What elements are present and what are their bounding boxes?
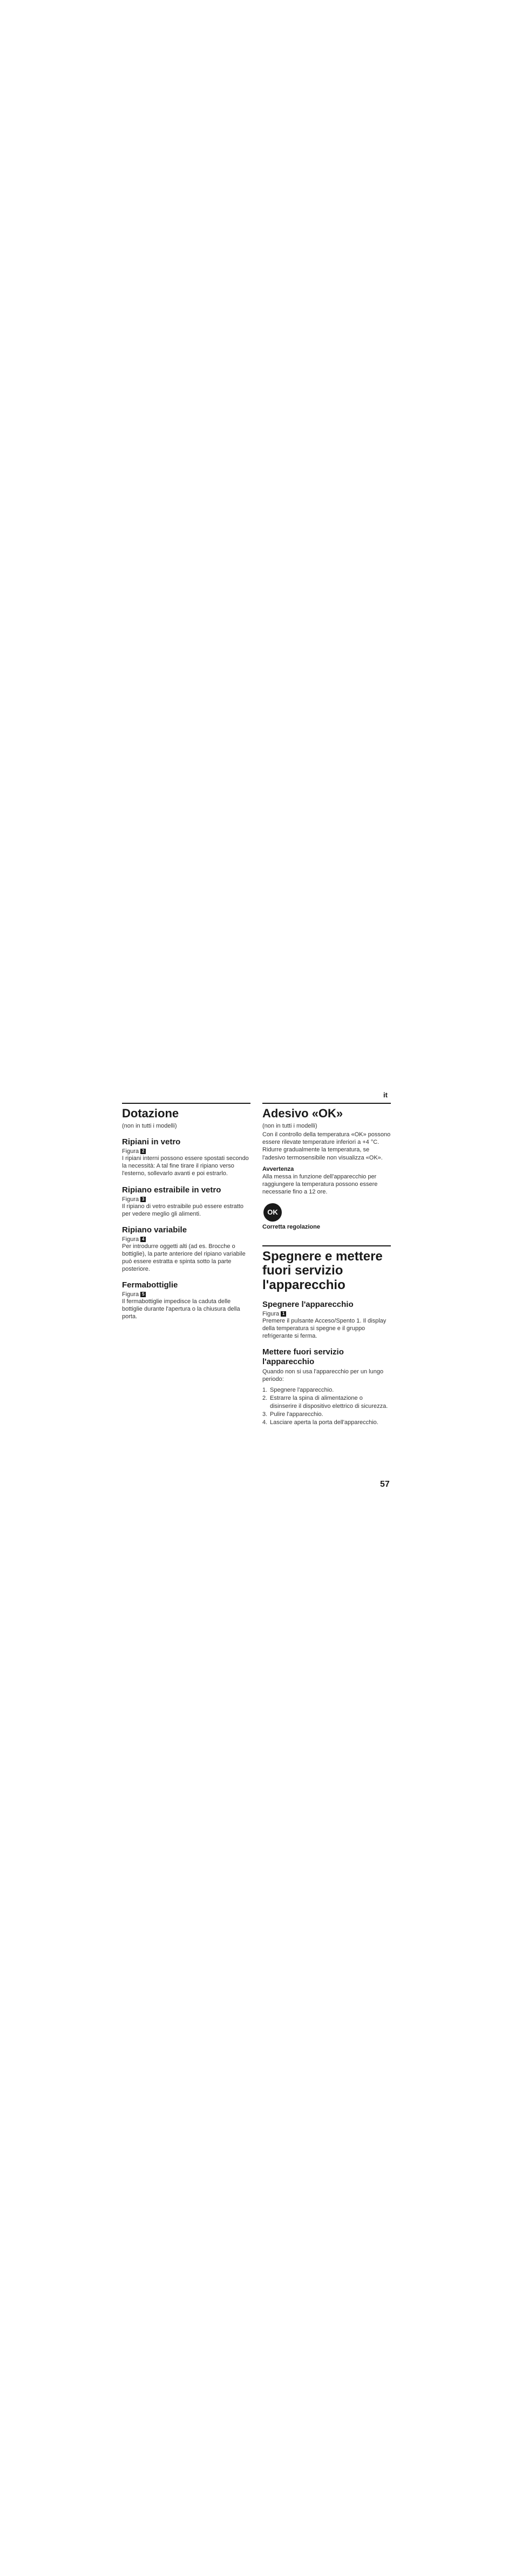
figure-ref: Figura 1 <box>262 1311 391 1317</box>
section-subtitle: (non in tutti i modelli) <box>262 1123 317 1130</box>
paragraph: Il fermabottiglie impedisce la caduta delle bottiglie durante l'apertura o la chiusura della porta. <box>122 1298 240 1320</box>
ok-caption: Corretta regolazione <box>262 1223 320 1230</box>
steps-list <box>262 1386 391 1426</box>
paragraph: Il ripiano di vetro estraibile può essere estratto per vedere meglio gli alimenti. <box>122 1203 244 1217</box>
list-item: 1. Spegnere l'apparecchio. <box>262 1387 334 1394</box>
page-number: 57 <box>380 1480 390 1489</box>
section-title-spegnere: Spegnere e mettere fuori servizio l'apparecchio <box>262 1249 383 1292</box>
figure-badge: 4 <box>140 1237 146 1242</box>
paragraph: Con il controllo della temperatura «OK» possono essere rilevate temperature inferiori a +4 °C. Ridurre gradualmente la temperatura, se l'adesivo termosensibile non visualizza «OK». <box>262 1131 391 1161</box>
section-rule <box>262 1103 391 1104</box>
list-item: 2. Estrarre la spina di alimentazione o disinserire il dispositivo elettrico di sicurezza. <box>262 1395 388 1410</box>
paragraph: Per introdurre oggetti alti (ad es. Brocche o bottiglie), la parte anteriore del ripiano variabile può essere estratta e spinta sotto la parte posteriore. <box>122 1243 246 1272</box>
section-subtitle: (non in tutti i modelli) <box>122 1123 177 1130</box>
list-item: 4. Lasciare aperta la porta dell'apparecchio. <box>262 1419 378 1426</box>
heading-fermabottiglie: Fermabottiglie <box>122 1280 178 1290</box>
left-column <box>122 1103 250 1321</box>
heading-ripiano-estraibile: Ripiano estraibile in vetro <box>122 1185 221 1195</box>
section-rule <box>262 1245 391 1246</box>
heading-fuori-servizio: Mettere fuori servizio l'apparecchio <box>262 1347 344 1367</box>
heading-ripiani-vetro: Ripiani in vetro <box>122 1137 181 1147</box>
heading-spegnere: Spegnere l'apparecchio <box>262 1299 354 1309</box>
paragraph: I ripiani interni possono essere spostati secondo la necessità: A tal fine tirare il ripiano verso l'esterno, sollevarlo avanti e poi estrarlo. <box>122 1155 249 1177</box>
note-text: Alla messa in funzione dell'apparecchio per raggiungere la temperatura possono essere necessarie fino a 12 ore. <box>262 1173 378 1195</box>
figure-badge: 5 <box>140 1292 146 1297</box>
figure-badge: 3 <box>140 1197 146 1202</box>
figure-ref: Figura 4 <box>122 1236 250 1243</box>
figure-ref: Figura 3 <box>122 1196 250 1203</box>
section-rule <box>122 1103 250 1104</box>
ok-sticker-icon: OK <box>263 1203 282 1222</box>
figure-ref: Figura 5 <box>122 1291 250 1298</box>
section-title-adesivo-ok: Adesivo «OK» <box>262 1107 343 1120</box>
section-title-dotazione: Dotazione <box>122 1107 179 1120</box>
note-heading: Avvertenza <box>262 1165 294 1172</box>
paragraph: Premere il pulsante Acceso/Spento 1. Il display della temperatura si spegne e il gruppo refrigerante si ferma. <box>262 1317 387 1340</box>
figure-ref: Figura 2 <box>122 1148 250 1155</box>
list-item: 3. Pulire l'apparecchio. <box>262 1411 323 1418</box>
heading-ripiano-variabile: Ripiano variabile <box>122 1225 187 1235</box>
language-tag: it <box>383 1091 388 1099</box>
figure-badge: 2 <box>140 1149 146 1154</box>
figure-badge: 1 <box>281 1311 286 1317</box>
paragraph: Quando non si usa l'apparecchio per un lungo periodo: <box>262 1368 384 1383</box>
right-column <box>262 1103 391 1427</box>
